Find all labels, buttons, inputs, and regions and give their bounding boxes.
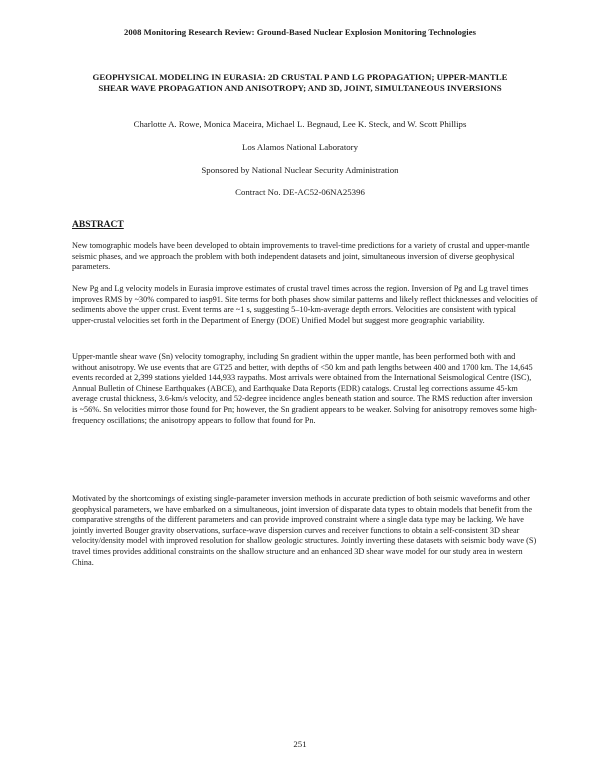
authors: Charlotte A. Rowe, Monica Maceira, Michael L. Begnaud, Lee K. Steck, and W. Scott Phillips: [133, 119, 467, 129]
page-number: 251: [293, 739, 307, 749]
sponsor-line: Sponsored by National Nuclear Security Administration: [201, 165, 399, 175]
abstract-paragraph-4: Motivated by the shortcomings of existing single-parameter inversion methods in accurate prediction of both seismic waveforms and other geophysical parameters, we have embarked on a simultaneous, joint inversion of disparate data types to obtain models that benefit from the comparative strengths of the different parameters and can provide improved constraint where a single data type may be lacking. We have jointly inverted Bouger gravity observations, surface-wave dispersion curves and receiver functions to obtain a self-consistent 3D shear velocity/density model with improved resolution for shallow geologic structures. Jointly inverting these datasets with seismic body wave (S) travel times provides additional constraints on the shallow structure and an enhanced 3D shear wave model for our study area in western China.: [72, 494, 537, 567]
abstract-paragraph-1: New tomographic models have been developed to obtain improvements to travel-time predictions for a variety of crustal and upper-mantle seismic phases, and we approach the problem with both independent datasets and joint, simultaneous inversion of diverse geophysical parameters.: [72, 241, 530, 272]
abstract-paragraph-2: New Pg and Lg velocity models in Eurasia improve estimates of crustal travel times across the region. Inversion of Pg and Lg travel times improves RMS by ~30% compared to iasp91. Site terms for both phases show similar patterns and likely reflect thicknesses and velocities of sediments above the upper crust. Event terms are ~1 s, suggesting 5–10-km-average depth errors. Velocities are consistent with typical upper-crustal velocities set forth in the Department of Energy (DOE) Unified Model but suggest more geographic variability.: [72, 284, 538, 325]
abstract-paragraph-3: Upper-mantle shear wave (Sn) velocity tomography, including Sn gradient within the upper mantle, has been performed both with and without anisotropy. We use events that are GT25 and better, with depths of <50 km and path lengths between 400 and 1700 km. The 14,645 events recorded at 2,399 stations yielded 144,933 raypaths. Most arrivals were obtained from the International Seismological Centre (ISC), Annual Bulletin of Chinese Earthquakes (ABCE), and Earthquake Data Reports (EDR) catalogs. Crustal leg corrections assume 45-km average crustal thickness, 3.6-km/s velocity, and 52-degree incidence angles beneath station and source. The RMS reduction after inversion is ~56%. Sn velocities mirror those found for Pn; however, the Sn gradient appears to be weaker. Solving for anisotropy removes some high-frequency oscillations; the anisotropy appears to follow that found for Pn.: [72, 352, 537, 425]
contract-number: Contract No. DE-AC52-06NA25396: [235, 187, 365, 197]
running-header: 2008 Monitoring Research Review: Ground-Based Nuclear Explosion Monitoring Technologies: [124, 27, 476, 37]
abstract-heading: ABSTRACT: [72, 220, 124, 230]
affiliation: Los Alamos National Laboratory: [241, 142, 359, 152]
paper-title: GEOPHYSICAL MODELING IN EURASIA: 2D CRUSTAL P AND LG PROPAGATION; UPPER-MANTLE SHEAR WAVE PROPAGATION AND ANISOTROPY; AND 3D, JOINT, SIMULTANEOUS INVERSIONS: [92, 72, 508, 93]
